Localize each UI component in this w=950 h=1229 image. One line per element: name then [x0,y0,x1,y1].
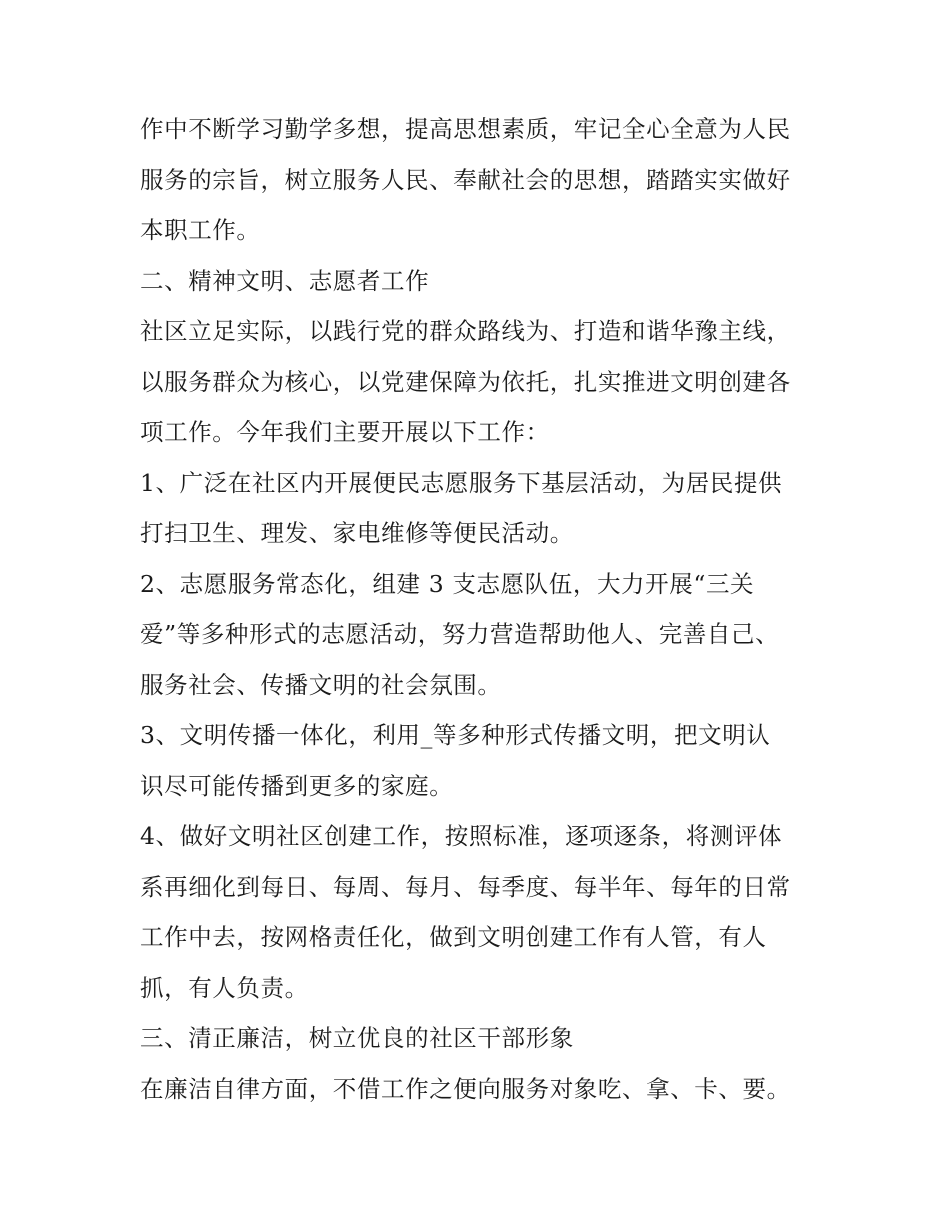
text-line: 本职工作。 [140,216,261,244]
document-body [140,104,820,1114]
list-item-line: 4、做好文明社区创建工作，按照标准，逐项逐条，将测评体 [140,822,783,850]
text-line: 服务社会、传播文明的社会氛围。 [140,670,502,699]
text-line: 工作中去，按网格责任化，做到文明创建工作有人管，有人 [140,923,767,951]
list-item-line: 3、文明传播一体化，利用_等多种形式传播文明，把文明认 [140,721,771,749]
text-line: 项工作。今年我们主要开展以下工作： [140,418,550,446]
text-line: 以服务群众为核心，以党建保障为依托，扎实推进文明创建各 [140,367,791,396]
list-item-line: 1、广泛在社区内开展便民志愿服务下基层活动，为居民提供 [140,468,783,497]
section-heading: 三、清正廉洁，树立优良的社区干部形象 [140,1024,574,1052]
text-line: 社区立足实际，以践行党的群众路线为、打造和谐华豫主线， [140,317,791,345]
text-line: 爱”等多种形式的志愿活动，努力营造帮助他人、完善自己、 [140,620,780,648]
text-line: 作中不断学习勤学多想，提高思想素质，牢记全心全意为人民 [140,115,791,143]
text-line: 识尽可能传播到更多的家庭。 [140,771,454,800]
text-line: 系再细化到每日、每周、每月、每季度、每半年、每年的日常 [140,872,791,901]
section-heading: 二、精神文明、志愿者工作 [140,266,430,295]
text-line: 服务的宗旨，树立服务人民、奉献社会的思想，踏踏实实做好 [140,165,791,194]
text-line: 打扫卫生、理发、家电维修等便民活动。 [140,519,574,547]
text-line: 抓，有人负责。 [140,973,309,1002]
list-item-line: 2、志愿服务常态化，组建 3 支志愿队伍，大力开展“三关 [140,569,755,598]
text-line: 在廉洁自律方面，不借工作之便向服务对象吃、拿、卡、要。 [140,1074,791,1103]
